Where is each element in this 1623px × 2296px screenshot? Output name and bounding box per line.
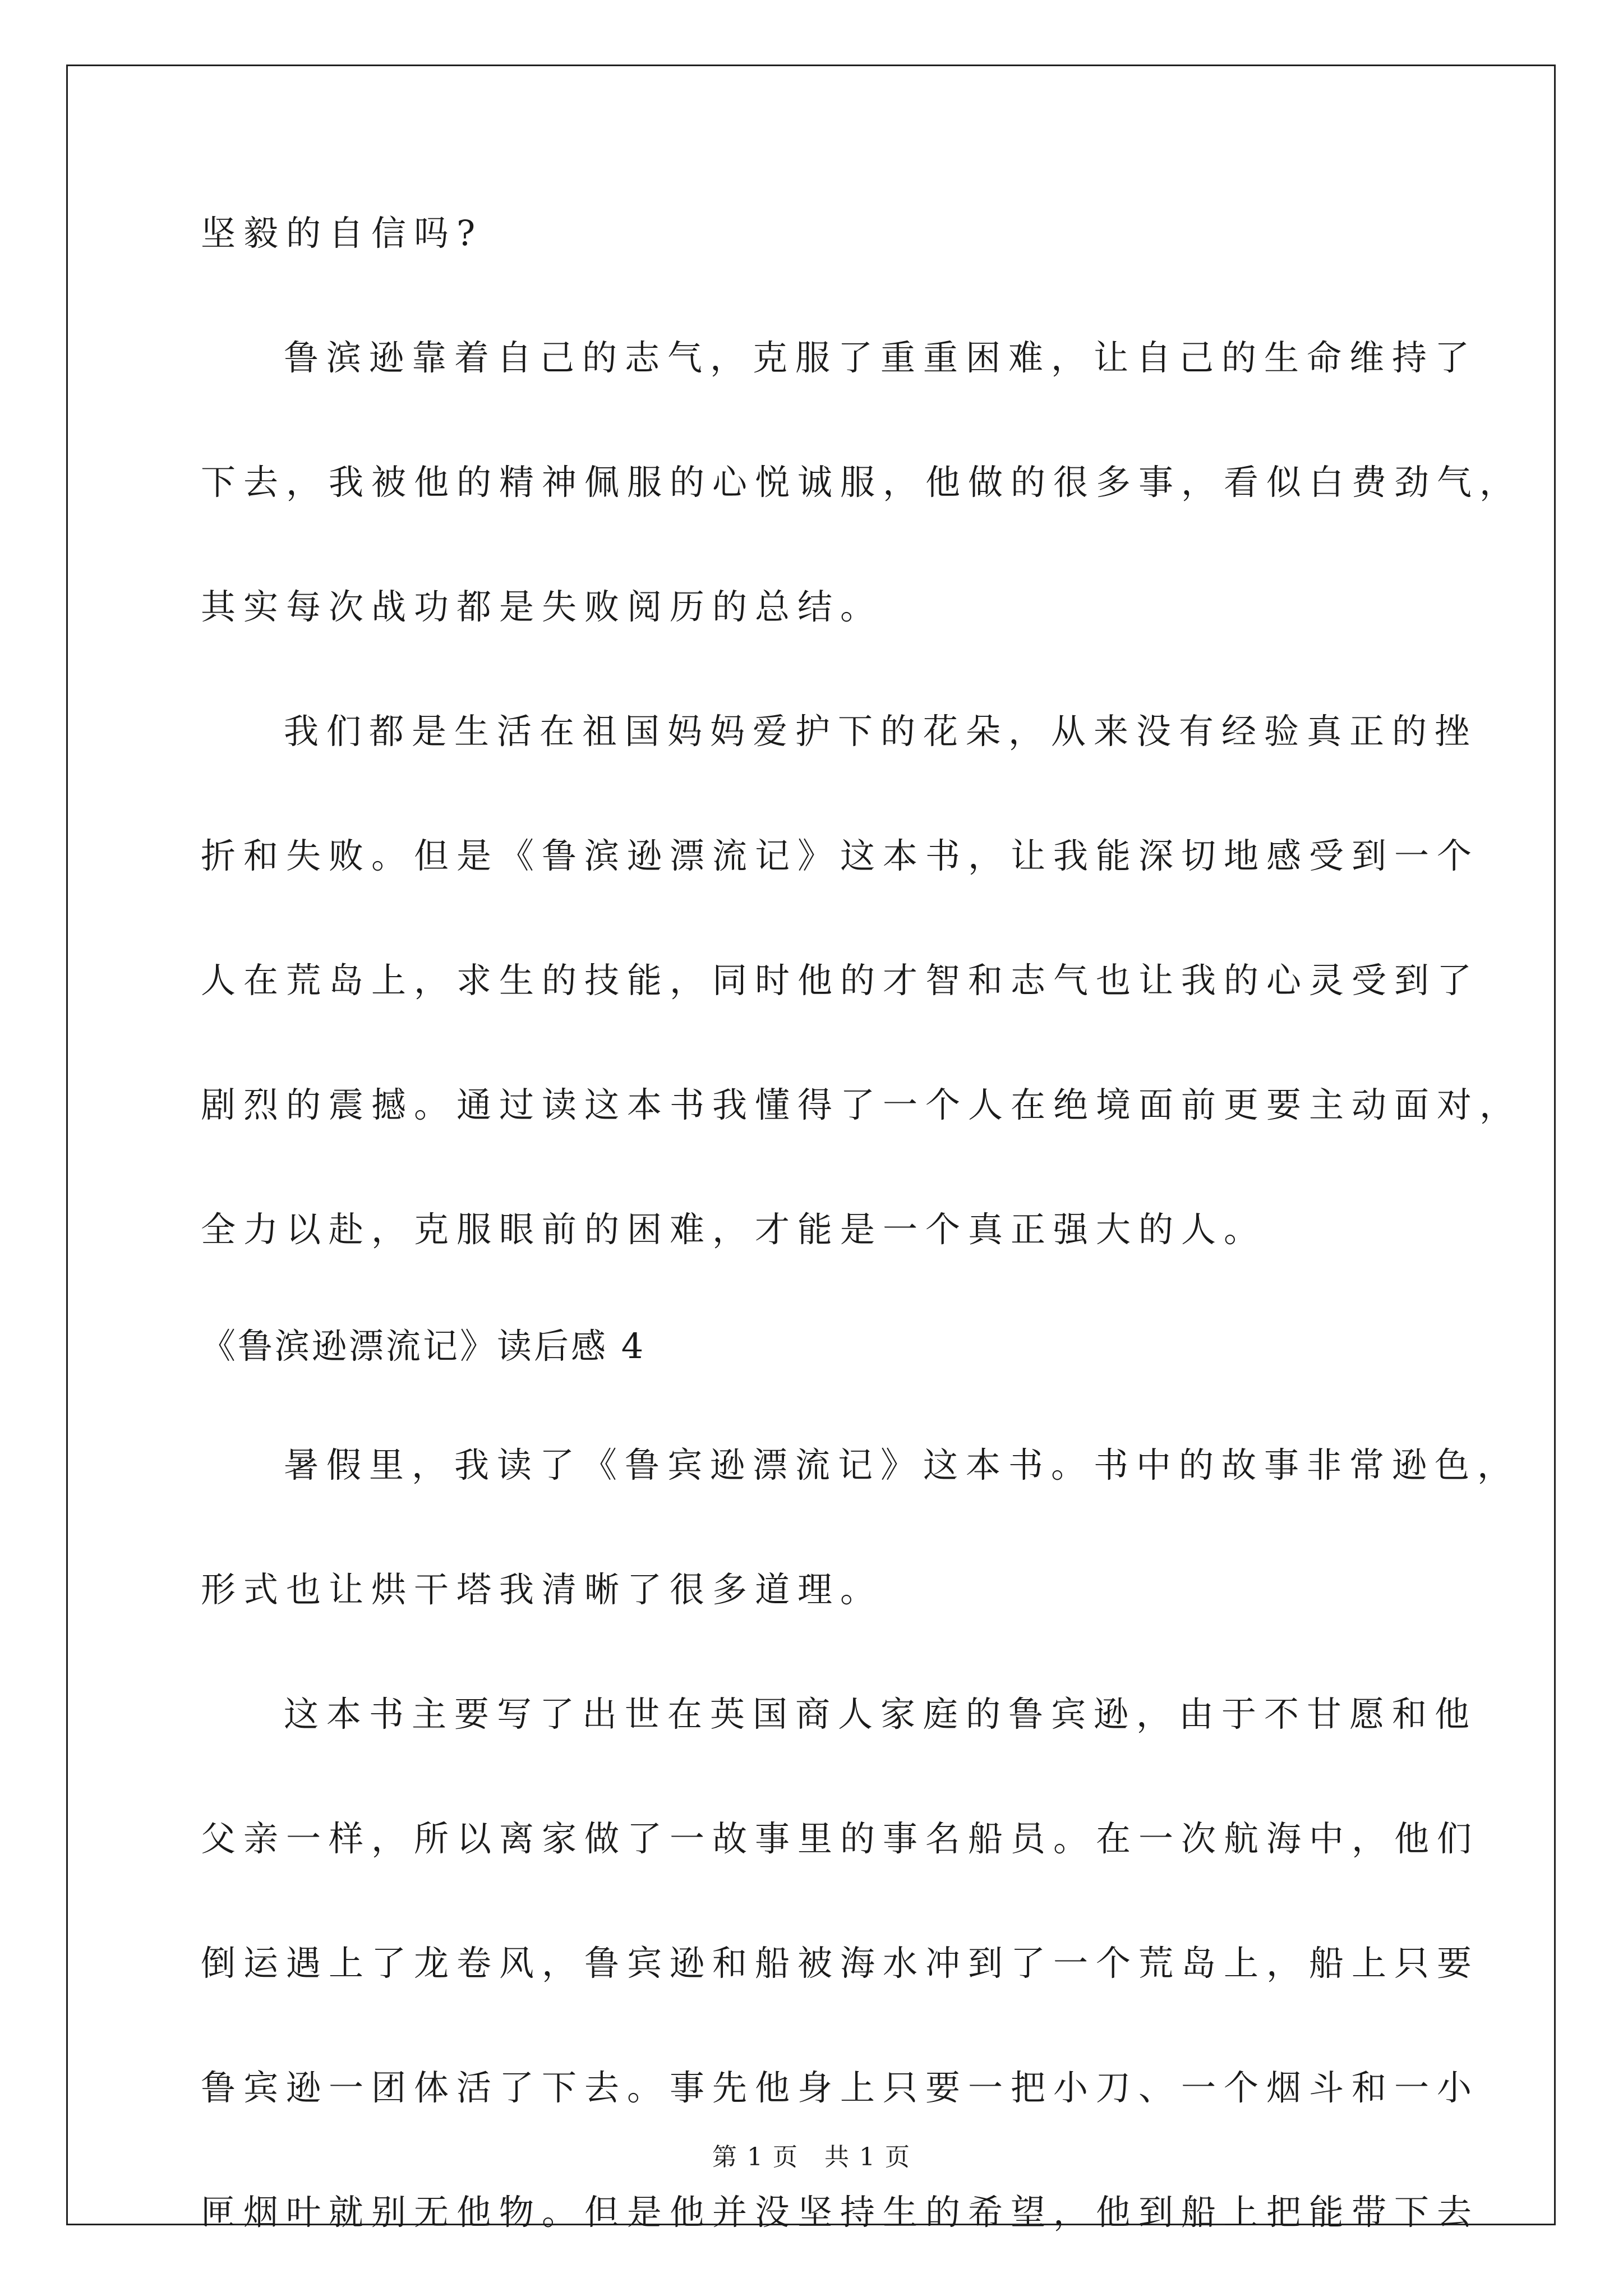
text-line-11: 暑假里，我读了《鲁宾逊漂流记》这本书。书中的故事非常逊色， (284, 1444, 1520, 1485)
page-border (66, 65, 1556, 2225)
text-line-4: 其实每次战功都是失败阅历的总结。 (201, 586, 883, 627)
text-line-14: 父亲一样，所以离家做了一故事里的事名船员。在一次航海中，他们 (201, 1818, 1480, 1859)
text-line-17: 匣烟叶就别无他物。但是他并没坚持生的希望，他到船上把能带下去 (201, 2192, 1480, 2233)
page-footer: 第 1 页 共 1 页 (712, 2143, 911, 2171)
text-line-15: 倒运遇上了龙卷风，鲁宾逊和船被海水冲到了一个荒岛上，船上只要 (201, 1943, 1480, 1984)
text-line-1: 坚毅的自信吗? (201, 213, 483, 254)
text-line-8: 剧烈的震撼。通过读这本书我懂得了一个人在绝境面前更要主动面对， (201, 1084, 1523, 1125)
section-heading: 《鲁滨逊漂流记》读后感 4 (201, 1326, 646, 1366)
text-line-2: 鲁滨逊靠着自己的志气，克服了重重困难，让自己的生命维持了 (284, 337, 1478, 378)
text-line-9: 全力以赴，克服眼前的困难，才能是一个真正强大的人。 (201, 1209, 1267, 1250)
text-line-16: 鲁宾逊一团体活了下去。事先他身上只要一把小刀、一个烟斗和一小 (201, 2067, 1480, 2108)
text-line-3: 下去，我被他的精神佩服的心悦诚服，他做的很多事，看似白费劲气， (201, 462, 1523, 503)
text-line-5: 我们都是生活在祖国妈妈爱护下的花朵，从来没有经验真正的挫 (284, 711, 1478, 752)
text-line-13: 这本书主要写了出世在英国商人家庭的鲁宾逊，由于不甘愿和他 (284, 1694, 1478, 1734)
text-line-12: 形式也让烘干塔我清晰了很多道理。 (201, 1569, 883, 1610)
text-line-7: 人在荒岛上，求生的技能，同时他的才智和志气也让我的心灵受到了 (201, 960, 1480, 1001)
text-line-6: 折和失败。但是《鲁滨逊漂流记》这本书，让我能深切地感受到一个 (201, 835, 1480, 876)
